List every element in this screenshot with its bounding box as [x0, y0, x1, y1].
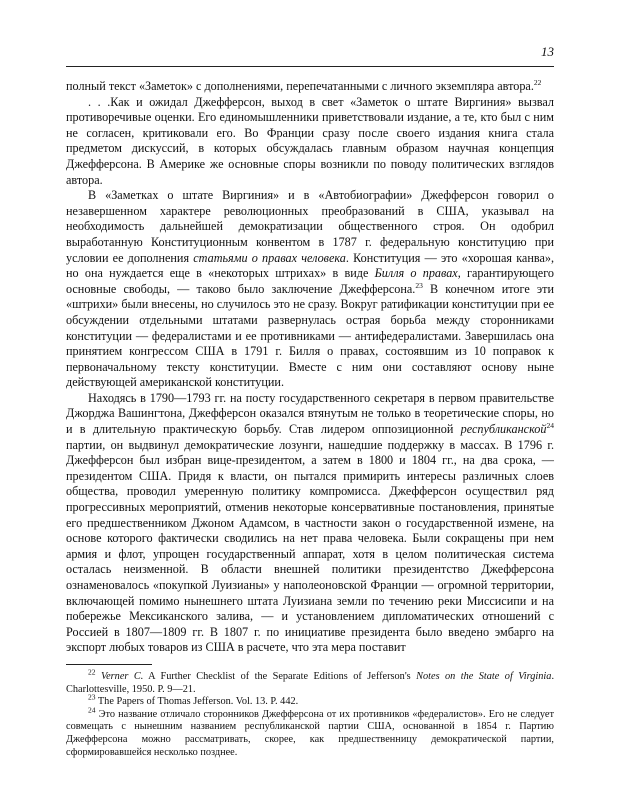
text-run: В конечном итоге эти «штрихи» были внесены, но случилось это не сразу. Вокруг ратификации конституции при ее обсуждении отдельными штатами развернулась острая борьба между сторонниками конституции — федералистами и ее противниками — антифедералистами. Завершилась она принятием конгрессом США в 1791 г. Билля о правах, состоявшим из 10 поправок к первоначальному тексту конституции. Вместе с ним они составляют основу ныне действующей американской конституции.	[66, 281, 554, 390]
footnote-ref: 24	[88, 705, 96, 715]
footnotes	[66, 667, 555, 759]
paragraph	[66, 188, 554, 391]
text-run: , гарантирующего основные свободы, — таково было заключение Джефферсона.	[66, 266, 554, 296]
text-run: . . .Как и ожидал Джефферсон, выход в свет «Заметок о штате Виргиния» вызвал противоречивые оценки. Его единомышленники приветствовали издание, а те, кто был с ним не согласен, критиковали его. Во Франции сразу после своего издания книга стала предметом дискуссий, в которых обсуждалась главным образом научная концепция Джефферсона. В Америке же основные споры возникли по поводу политических взглядов автора.	[66, 94, 554, 187]
footnote-ref: 23	[88, 692, 96, 702]
text-run: A Further Checklist of the Separate Editions of Jefferson's	[143, 670, 417, 682]
paragraph	[66, 391, 554, 656]
running-header	[66, 40, 554, 67]
main-text	[66, 79, 554, 656]
footnote	[66, 705, 554, 759]
text-run: В «Заметках о штате Виргиния» и в «Автобиографии» Джефферсон говорил о незавершенном характере революционных преобразований в США, указывал на необходимость дальнейшей демократизации общественного строя. Он одобрил выработанную Конституционным конвентом в 1787 г. федеральную конституцию при условии ее дополнения	[66, 188, 554, 265]
italic-text: Notes on the State of Virginia	[416, 670, 552, 682]
paragraph	[66, 95, 554, 189]
footnote-ref: 22	[533, 77, 542, 87]
footnote-ref: 24	[546, 421, 554, 430]
text-run: . Charlottesville, 1950. P. 9—21.	[66, 670, 555, 695]
text-run: партии, он выдвинул демократические лозунги, нашедшие поддержку в массах. В 1796 г. Джефферсон был избран вице-президентом, а затем в 1800 и 1804 гг., на два срока, — президентом США. Придя к власти, он пытался примирить интересы различных слоев общества, проводил умеренную политику компромисса. Джефферсон осуществил ряд прогрессивных мероприятий, отменив некоторые консервативные постановления, принятые его предшественником Джоном Адамсом, в частности закон о государственной измене, на основе которого фактически сводились на нет права человека. Были сокращены при нем армия и флот, упрощен государственный аппарат, хотя в целом политическая система осталась неизменной. В области внешней политики президентство Джефферсона ознаменовалось «покупкой Луизианы» у наполеоновской Франции — огромной территории, включающей помимо нынешнего штата Луизиана земли по течению реки Миссисипи и на побережье Мексиканского залива, — и установлением дипломатических отношений с Россией в 1807—1809 гг. В 1807 г. по инициативе президента было введено эмбарго на экспорт любых товаров из США в расчете, что эта мера поставит	[66, 437, 554, 655]
footnote	[66, 692, 554, 709]
text-run: полный текст «Заметок» с дополнениями, перепечатанными с личного экземпляра автора.	[66, 79, 534, 93]
page-number: 13	[541, 44, 554, 59]
paragraph	[66, 79, 554, 95]
book-page	[66, 40, 554, 759]
italic-text: Verner C.	[100, 670, 144, 682]
text-run: . Конституция — это «хорошая канва», но она нуждается еще в «некоторых штрихах» в виде	[66, 250, 554, 281]
footnote	[66, 667, 555, 696]
italic-text: Билля о правах	[374, 266, 458, 281]
italic-text: республиканской	[460, 422, 547, 437]
footnote-ref: 22	[88, 667, 96, 677]
footnote-divider	[66, 664, 152, 665]
text-run: Находясь в 1790—1793 гг. на посту государственного секретаря в первом правительстве Джорджа Вашингтона, Джефферсон оказался втянутым не только в теоретические споры, но и в длительную практическую борьбу. Став лидером оппозиционной	[66, 390, 554, 437]
footnote-ref: 23	[415, 280, 423, 290]
text-run: Это название отличало сторонников Джефферсона от их противников «федералистов». Его не следует совмещать с нынешним названием республиканской партии США, основанной в 1854 г. Партию Джефферсона можно рассматривать, скорее, как предшественницу демократической партии, сформировавшейся несколько позднее.	[66, 708, 554, 758]
text-run: The Papers of Thomas Jefferson. Vol. 13. P. 442.	[95, 696, 299, 708]
italic-text: статьями о правах человека	[193, 250, 346, 265]
